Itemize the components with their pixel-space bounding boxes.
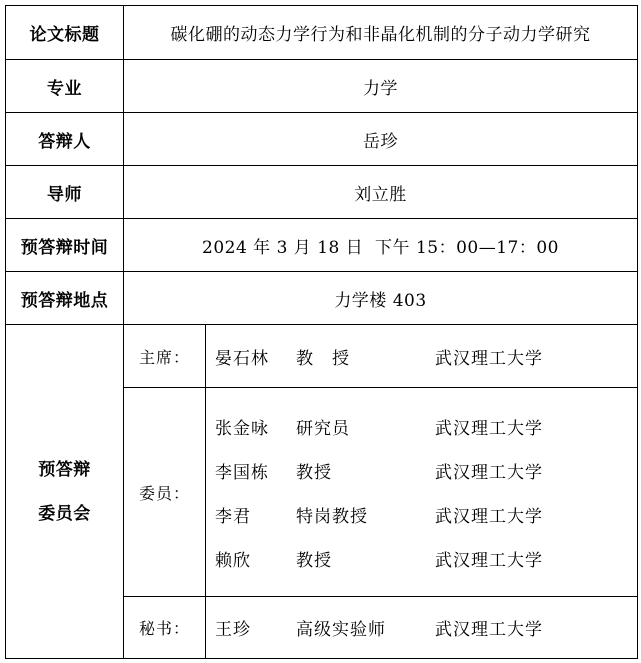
advisor-label: 导师	[6, 166, 124, 219]
member-org: 武汉理工大学	[435, 550, 543, 571]
defense-location-value: 力学楼 403	[124, 272, 638, 325]
member-name: 晏石林	[215, 348, 269, 369]
member-org: 武汉理工大学	[435, 620, 543, 640]
defense-location-label: 预答辩地点	[6, 272, 124, 325]
row-defense-location	[6, 272, 638, 325]
committee-label	[6, 325, 124, 659]
member-row	[206, 536, 637, 580]
members-list	[206, 388, 638, 597]
defense-time-value: 2024 年 3 月 18 日 下午 15：00—17：00	[124, 219, 638, 272]
major-value: 力学	[124, 60, 638, 113]
secretary-role-label: 秘书：	[124, 597, 206, 659]
thesis-title-value: 碳化硼的动态力学行为和非晶化机制的分子动力学研究	[124, 6, 638, 60]
members-role-label: 委员：	[124, 388, 206, 597]
committee-label-line2: 委员会	[38, 503, 91, 524]
member-org: 武汉理工大学	[435, 348, 543, 369]
defense-time-label: 预答辩时间	[6, 219, 124, 272]
member-name: 李君	[215, 506, 251, 527]
member-title: 研究员	[296, 418, 350, 439]
member-title: 特岗教授	[296, 506, 368, 527]
member-title: 教授	[296, 462, 332, 483]
member-org: 武汉理工大学	[435, 506, 543, 527]
chair-role-label: 主席：	[124, 325, 206, 388]
member-row	[206, 448, 637, 492]
candidate-label: 答辩人	[6, 113, 124, 166]
member-name: 李国栋	[215, 462, 269, 483]
member-org: 武汉理工大学	[435, 462, 543, 483]
advisor-value: 刘立胜	[124, 166, 638, 219]
candidate-value: 岳珍	[124, 113, 638, 166]
member-title: 教授	[296, 550, 332, 571]
member-name: 赖欣	[215, 550, 251, 571]
secretary-list	[206, 597, 638, 659]
row-advisor	[6, 166, 638, 219]
member-org: 武汉理工大学	[435, 418, 543, 439]
thesis-title-label: 论文标题	[6, 6, 124, 60]
row-committee-chair	[6, 325, 638, 388]
member-row	[206, 606, 637, 650]
row-defense-time	[6, 219, 638, 272]
member-row	[206, 404, 637, 448]
member-title: 高级实验师	[296, 620, 386, 640]
member-name: 张金咏	[215, 418, 269, 439]
chair-list	[206, 325, 638, 388]
committee-label-line1: 预答辩	[38, 459, 91, 480]
member-row	[206, 334, 637, 378]
row-thesis-title	[6, 6, 638, 60]
member-title: 教 授	[296, 348, 350, 369]
member-row	[206, 492, 637, 536]
member-name: 王珍	[215, 620, 251, 640]
row-candidate	[6, 113, 638, 166]
row-major	[6, 60, 638, 113]
major-label: 专业	[6, 60, 124, 113]
defense-info-table	[5, 5, 638, 659]
